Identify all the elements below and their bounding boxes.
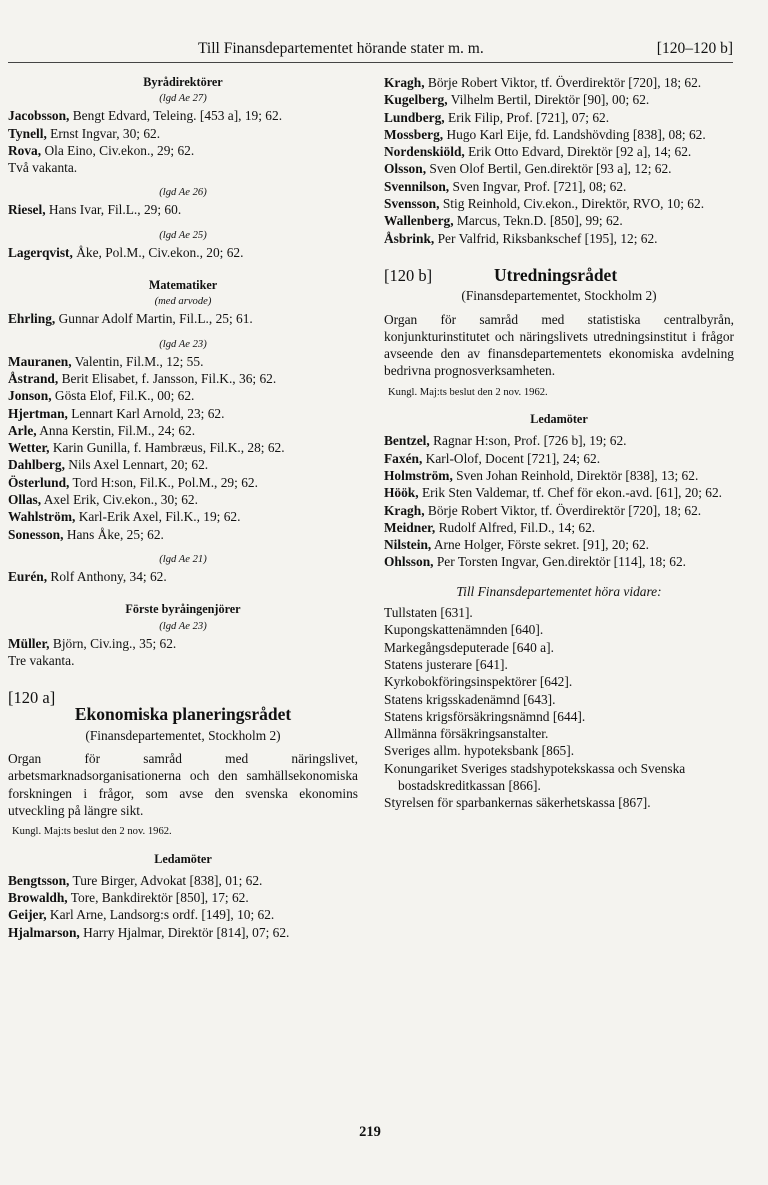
entry-details: Tord H:son, Fil.K., Pol.M., 29; 62. bbox=[72, 474, 258, 490]
heading-ledamoter: Ledamöter bbox=[154, 851, 212, 866]
section-number: [120 a] bbox=[8, 688, 56, 708]
entry bbox=[384, 484, 734, 501]
entry-details: Bengt Edvard, Teleing. [453 a], 19; 62. bbox=[72, 108, 283, 124]
entry-surname: Bentzel, bbox=[384, 433, 430, 449]
vacancy-note: Tre vakanta. bbox=[8, 652, 75, 668]
heading-forste-byraingenjorer: Förste byråingenjörer bbox=[125, 602, 241, 617]
entry-details: Börje Robert Viktor, tf. Överdirektör [720], 18; 62. bbox=[427, 502, 702, 518]
entry bbox=[8, 107, 358, 124]
entry bbox=[384, 143, 734, 160]
list-item: Styrelsen för sparbankernas säkerhetskassa [867]. bbox=[384, 795, 651, 811]
entry-details: Björn, Civ.ing., 35; 62. bbox=[52, 635, 177, 651]
entry bbox=[384, 502, 734, 519]
heading-ledamoter: Ledamöter bbox=[530, 412, 588, 427]
entry-surname: Arle, bbox=[8, 422, 37, 438]
entry-surname: Åsbrink, bbox=[384, 230, 435, 246]
entry bbox=[8, 201, 358, 218]
entry bbox=[8, 526, 358, 543]
list-item: Statens krigsskadenämnd [643]. bbox=[384, 691, 556, 707]
entry-details: Ola Eino, Civ.ekon., 29; 62. bbox=[44, 142, 195, 158]
entry bbox=[384, 519, 734, 536]
entry bbox=[384, 160, 734, 177]
entry bbox=[384, 467, 734, 484]
entry-surname: Hjalmarson, bbox=[8, 924, 80, 940]
entry-details: Arne Holger, Förste sekret. [91], 20; 62. bbox=[433, 537, 650, 553]
grade-label: (med arvode) bbox=[154, 296, 212, 308]
entry bbox=[384, 553, 734, 570]
entry-details: Vilhelm Bertil, Direktör [90], 00; 62. bbox=[450, 92, 650, 108]
entry bbox=[384, 432, 734, 449]
entry-list bbox=[8, 310, 358, 327]
entry bbox=[8, 405, 358, 422]
entry-details: Karl-Erik Axel, Fil.K., 19; 62. bbox=[78, 509, 241, 525]
entry-surname: Ohlsson, bbox=[384, 554, 434, 570]
entry-details: Ragnar H:son, Prof. [726 b], 19; 62. bbox=[433, 433, 627, 449]
member-list bbox=[8, 872, 358, 941]
decree-note: Kungl. Maj:ts beslut den 2 nov. 1962. bbox=[12, 826, 172, 838]
entry-details: Rudolf Alfred, Fil.D., 14; 62. bbox=[438, 519, 596, 535]
entry-details: Erik Filip, Prof. [721], 07; 62. bbox=[448, 109, 610, 125]
entry-surname: Kragh, bbox=[384, 502, 425, 518]
right-column bbox=[384, 74, 734, 812]
entry bbox=[8, 387, 358, 404]
grade-label: (lgd Ae 23) bbox=[159, 620, 207, 632]
entry-details: Gunnar Adolf Martin, Fil.L., 25; 61. bbox=[58, 311, 253, 327]
section-department: (Finansdepartementet, Stockholm 2) bbox=[461, 288, 657, 304]
entry-surname: Rova, bbox=[8, 142, 42, 158]
entry-surname: Svennilson, bbox=[384, 178, 450, 194]
entry-details: Sven Johan Reinhold, Direktör [838], 13; 62. bbox=[456, 467, 699, 483]
entry-list bbox=[8, 201, 358, 218]
entry-surname: Kugelberg, bbox=[384, 92, 448, 108]
entry bbox=[8, 353, 358, 370]
entry bbox=[8, 125, 358, 142]
entry-details: Axel Erik, Civ.ekon., 30; 62. bbox=[43, 492, 198, 508]
entry-details: Åke, Pol.M., Civ.ekon., 20; 62. bbox=[76, 244, 244, 260]
entry-details: Börje Robert Viktor, tf. Överdirektör [720], 18; 62. bbox=[427, 75, 702, 90]
list-item: Allmänna försäkringsanstalter. bbox=[384, 726, 549, 742]
entry-details: Hans Ivar, Fil.L., 29; 60. bbox=[48, 202, 182, 218]
entry-details: Lennart Karl Arnold, 23; 62. bbox=[71, 405, 225, 421]
entry bbox=[8, 370, 358, 387]
entry-list bbox=[8, 353, 358, 543]
entry-details: Marcus, Tekn.D. [850], 99; 62. bbox=[456, 213, 623, 229]
entry-surname: Wetter, bbox=[8, 440, 50, 456]
decree-note: Kungl. Maj:ts beslut den 2 nov. 1962. bbox=[388, 386, 548, 398]
entry-details: Anna Kerstin, Fil.M., 24; 62. bbox=[39, 422, 196, 438]
entry-surname: Svensson, bbox=[384, 196, 440, 212]
list-item: Kupongskattenämnden [640]. bbox=[384, 622, 544, 638]
section-title: Ekonomiska planeringsrådet bbox=[74, 704, 292, 725]
entry-list bbox=[8, 635, 358, 652]
entry-surname: Geijer, bbox=[8, 907, 47, 923]
entry bbox=[8, 310, 358, 327]
entry-details: Sven Ingvar, Prof. [721], 08; 62. bbox=[452, 178, 627, 194]
section-department: (Finansdepartementet, Stockholm 2) bbox=[85, 727, 281, 743]
left-column bbox=[8, 74, 358, 941]
entry-details: Rolf Anthony, 34; 62. bbox=[50, 568, 167, 584]
entry bbox=[8, 422, 358, 439]
entry-details: Karl-Olof, Docent [721], 24; 62. bbox=[425, 450, 601, 466]
heading-matematiker: Matematiker bbox=[148, 278, 218, 293]
entry bbox=[384, 536, 734, 553]
entry-surname: Höök, bbox=[384, 485, 419, 501]
grade-label: (lgd Ae 27) bbox=[159, 93, 207, 105]
grade-label: (lgd Ae 21) bbox=[159, 553, 207, 565]
entry bbox=[8, 924, 358, 941]
entry bbox=[8, 872, 358, 889]
entry-surname: Nordenskiöld, bbox=[384, 144, 465, 160]
heading-vidare: Till Finansdepartementet höra vidare: bbox=[456, 583, 662, 599]
entry bbox=[8, 906, 358, 923]
entry-surname: Mossberg, bbox=[384, 126, 444, 142]
list-item: Konungariket Sveriges stadshypotekskassa och Svenska bostadskreditkassan [866]. bbox=[384, 760, 686, 793]
entry-details: Erik Sten Valdemar, tf. Chef för ekon.-avd. [61], 20; 62. bbox=[421, 485, 723, 501]
entry-surname: Nilstein, bbox=[384, 537, 432, 553]
entry-surname: Hjertman, bbox=[8, 405, 68, 421]
vacancy-note: Två vakanta. bbox=[8, 160, 78, 176]
entry bbox=[384, 212, 734, 229]
header-title: Till Finansdepartementet hörande stater m. m. bbox=[198, 40, 484, 57]
entry-details: Hugo Karl Eije, fd. Landshövding [838], 08; 62. bbox=[446, 126, 706, 142]
entry-surname: Wallenberg, bbox=[384, 213, 454, 229]
entry bbox=[8, 889, 358, 906]
entry-details: Sven Olof Bertil, Gen.direktör [93 a], 12; 62. bbox=[429, 161, 672, 177]
entry-details: Per Valfrid, Riksbankschef [195], 12; 62. bbox=[437, 230, 658, 246]
entry-surname: Holmström, bbox=[384, 467, 453, 483]
entry-details: Ture Birger, Advokat [838], 01; 62. bbox=[72, 872, 263, 888]
section-description: Organ för samråd med statistiska centralbyrån, konjunkturinstitutet och näringslivets utredningsinstitut i frågor avseende den av finansdepartementets ekonomiska avdelning bedrivna prognosverksamheten. bbox=[384, 311, 734, 379]
entry-surname: Faxén, bbox=[384, 450, 423, 466]
running-header bbox=[8, 38, 733, 63]
entry bbox=[8, 491, 358, 508]
list-item: Kyrkobokföringsinspektörer [642]. bbox=[384, 674, 573, 690]
entry-details: Ernst Ingvar, 30; 62. bbox=[50, 125, 161, 141]
entry-surname: Riesel, bbox=[8, 202, 46, 218]
heading-byradirektorer: Byrådirektörer bbox=[143, 75, 223, 89]
entry bbox=[384, 230, 734, 247]
entry bbox=[384, 126, 734, 143]
vidare-list bbox=[384, 604, 734, 812]
entry bbox=[8, 508, 358, 525]
entry-surname: Jonson, bbox=[8, 388, 52, 404]
entry-surname: Lundberg, bbox=[384, 109, 445, 125]
entry-surname: Åstrand, bbox=[8, 370, 59, 386]
entry-details: Karl Arne, Landsorg:s ordf. [149], 10; 62. bbox=[49, 907, 275, 923]
entry-details: Valentin, Fil.M., 12; 55. bbox=[74, 353, 204, 369]
list-item: Statens krigsförsäkringsnämnd [644]. bbox=[384, 708, 586, 724]
entry bbox=[8, 142, 358, 159]
entry-details: Karin Gunilla, f. Hambræus, Fil.K., 28; 62. bbox=[52, 440, 285, 456]
entry-surname: Ollas, bbox=[8, 492, 42, 508]
entry bbox=[384, 91, 734, 108]
list-item: Markegångsdeputerade [640 a]. bbox=[384, 639, 554, 655]
entry-surname: Sonesson, bbox=[8, 526, 64, 542]
entry bbox=[8, 635, 358, 652]
entry bbox=[384, 74, 734, 91]
entry-surname: Jacobsson, bbox=[8, 108, 70, 124]
entry bbox=[8, 474, 358, 491]
entry bbox=[8, 568, 358, 585]
entry-list bbox=[8, 244, 358, 261]
list-item: Tullstaten [631]. bbox=[384, 605, 473, 621]
entry-surname: Browaldh, bbox=[8, 890, 68, 906]
list-item: Statens justerare [641]. bbox=[384, 656, 508, 672]
entry-details: Harry Hjalmar, Direktör [814], 07; 62. bbox=[83, 924, 290, 940]
entry-list bbox=[8, 568, 358, 585]
entry-surname: Ehrling, bbox=[8, 311, 56, 327]
entry-details: Nils Axel Lennart, 20; 62. bbox=[68, 457, 209, 473]
member-list bbox=[384, 74, 734, 247]
grade-label: (lgd Ae 26) bbox=[159, 187, 207, 199]
section-number: [120 b] bbox=[384, 265, 433, 285]
entry-surname: Kragh, bbox=[384, 75, 425, 90]
entry bbox=[384, 109, 734, 126]
entry-details: Gösta Elof, Fil.K., 00; 62. bbox=[54, 388, 195, 404]
entry-details: Erik Otto Edvard, Direktör [92 a], 14; 62. bbox=[468, 144, 692, 160]
entry-list bbox=[8, 107, 358, 159]
entry-surname: Bengtsson, bbox=[8, 872, 70, 888]
entry-surname: Dahlberg, bbox=[8, 457, 65, 473]
entry bbox=[8, 456, 358, 473]
entry-details: Hans Åke, 25; 62. bbox=[66, 526, 164, 542]
entry bbox=[8, 439, 358, 456]
grade-label: (lgd Ae 25) bbox=[159, 229, 207, 241]
section-description: Organ för samråd med näringslivet, arbetsmarknadsorganisationerna och den samhällsekonomiska forskningen i frågor, som avse den svenska ekonomins utveckling på längre sikt. bbox=[8, 751, 358, 818]
entry-surname: Lagerqvist, bbox=[8, 244, 73, 260]
entry-surname: Österlund, bbox=[8, 474, 70, 490]
entry-surname: Olsson, bbox=[384, 161, 427, 177]
entry-details: Stig Reinhold, Civ.ekon., Direktör, RVO, 10; 62. bbox=[442, 196, 705, 212]
section-heading-row bbox=[384, 264, 734, 285]
entry-details: Berit Elisabet, f. Jansson, Fil.K., 36; 62. bbox=[61, 370, 277, 386]
section-title: Utredningsrådet bbox=[494, 264, 618, 285]
grade-label: (lgd Ae 23) bbox=[159, 338, 207, 350]
entry-surname: Wahlström, bbox=[8, 509, 76, 525]
page-number: 219 bbox=[359, 1124, 381, 1140]
entry bbox=[384, 178, 734, 195]
entry-details: Tore, Bankdirektör [850], 17; 62. bbox=[70, 890, 249, 906]
entry-surname: Mauranen, bbox=[8, 353, 72, 369]
entry-surname: Tynell, bbox=[8, 125, 47, 141]
entry-surname: Eurén, bbox=[8, 568, 48, 584]
member-list bbox=[384, 432, 734, 570]
entry-surname: Müller, bbox=[8, 635, 50, 651]
header-range: [120–120 b] bbox=[656, 40, 733, 57]
entry-details: Per Torsten Ingvar, Gen.direktör [114], 18; 62. bbox=[436, 554, 687, 570]
list-item: Sveriges allm. hypoteksbank [865]. bbox=[384, 743, 575, 759]
entry bbox=[384, 450, 734, 467]
entry bbox=[8, 244, 358, 261]
entry bbox=[384, 195, 734, 212]
entry-surname: Meidner, bbox=[384, 519, 436, 535]
